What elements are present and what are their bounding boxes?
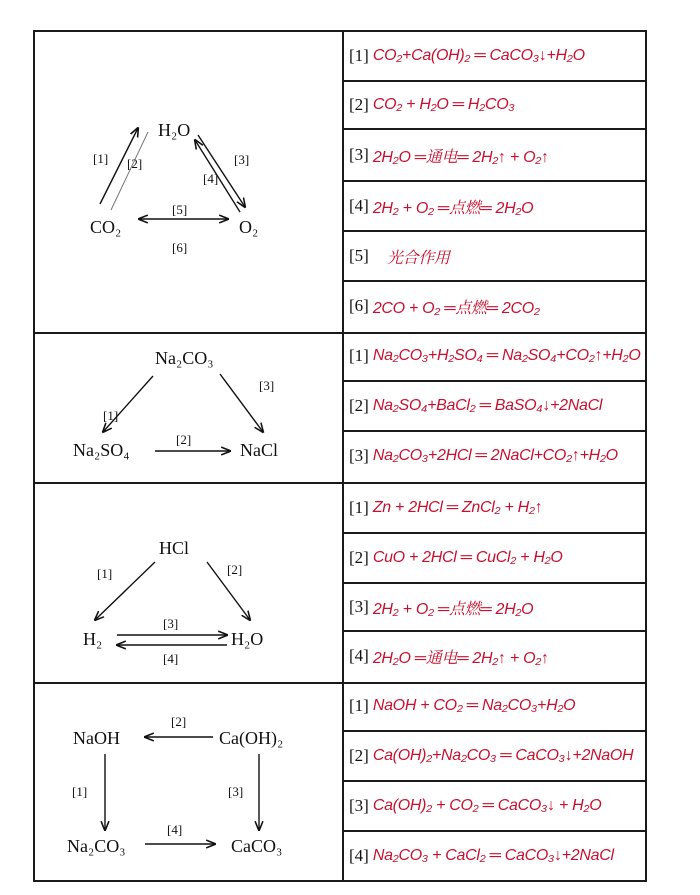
- equation-row: [349, 438, 645, 474]
- equation-number: [1]: [349, 696, 369, 715]
- diagram-water-cycle: [35, 32, 342, 332]
- equation-text: CO₂+Ca(OH)₂ ═ CaCO₃↓+H₂O: [372, 47, 585, 64]
- row-divider: [344, 80, 645, 82]
- arrow-label-3: [3]: [234, 152, 250, 167]
- equation-row: [349, 638, 645, 674]
- equation-number: [3]: [349, 597, 369, 616]
- equation-text: 2H₂ + O₂ ═点燃═ 2H₂O: [372, 600, 534, 618]
- row-divider: [344, 532, 645, 534]
- equation-row: [349, 388, 645, 424]
- equation-number: [1]: [349, 498, 369, 517]
- row-divider: [344, 582, 645, 584]
- equation-row: [349, 338, 645, 374]
- arrow-label-2: [2]: [127, 156, 143, 171]
- equation-number: [2]: [349, 396, 369, 415]
- equation-text: Na₂SO₄+BaCl₂ ═ BaSO₄↓+2NaCl: [372, 397, 603, 414]
- equation-row: [349, 540, 645, 576]
- equation-row: [349, 490, 645, 526]
- equation-number: [1]: [349, 46, 369, 65]
- row-divider: [344, 380, 645, 382]
- arrow-label-2: [2]: [176, 432, 192, 447]
- node-na2co3: Na₂CO₃: [155, 348, 214, 368]
- arrow-label-4: [4]: [163, 651, 179, 666]
- arrow-label-3: [3]: [259, 378, 275, 393]
- arrow-label-5: [5]: [172, 202, 188, 217]
- row-divider: [344, 730, 645, 732]
- equation-text: Ca(OH)₂ + CO₂ ═ CaCO₃↓ + H₂O: [372, 797, 602, 814]
- equation-number: [4]: [349, 196, 369, 215]
- node-hcl: HCl: [159, 538, 190, 558]
- equation-text: Ca(OH)₂+Na₂CO₃ ═ CaCO₃↓+2NaOH: [372, 747, 634, 764]
- diagram-hydrochloric-acid: [35, 482, 342, 682]
- equation-text: 2H₂ + O₂ ═点燃═ 2H₂O: [372, 199, 534, 217]
- node-co2: CO₂: [90, 217, 122, 237]
- equation-text: 2H₂O ═通电═ 2H₂↑ + O₂↑: [372, 649, 549, 667]
- equation-row: [349, 688, 645, 724]
- equation-row: [349, 188, 645, 224]
- node-nacl: NaCl: [240, 440, 278, 460]
- row-divider: [344, 180, 645, 182]
- node-h2o: H₂O: [231, 629, 264, 649]
- node-na2co3: Na₂CO₃: [67, 836, 126, 856]
- equation-number: [2]: [349, 746, 369, 765]
- arrow-label-1: [1]: [93, 151, 109, 166]
- equation-text: CO₂ + H₂O ═ H₂CO₃: [372, 96, 515, 113]
- equation-number: [3]: [349, 796, 369, 815]
- equation-row: [349, 788, 645, 824]
- equation-text: Na₂CO₃+H₂SO₄ ═ Na₂SO₄+CO₂↑+H₂O: [372, 347, 641, 364]
- equation-row: [349, 738, 645, 774]
- equation-text: 2H₂O ═通电═ 2H₂↑ + O₂↑: [372, 148, 549, 166]
- equation-number: [2]: [349, 548, 369, 567]
- node-naoh: NaOH: [73, 728, 120, 748]
- row-divider: [344, 430, 645, 432]
- worksheet-table: [33, 30, 647, 882]
- equation-number: [4]: [349, 846, 369, 865]
- equation-text: Na₂CO₃+2HCl ═ 2NaCl+CO₂↑+H₂O: [372, 447, 618, 464]
- row-divider: [344, 630, 645, 632]
- diagram-sodium-hydroxide: [35, 682, 342, 884]
- node-h2o: H₂O: [158, 120, 191, 140]
- node-caco3: CaCO₃: [231, 836, 283, 856]
- arrow-label-2: [2]: [227, 562, 243, 577]
- arrow-label-1: [1]: [103, 408, 119, 423]
- column-divider: [342, 32, 344, 880]
- arrow-label-4: [4]: [167, 822, 183, 837]
- node-h2: H₂: [83, 629, 103, 649]
- equation-number: [4]: [349, 646, 369, 665]
- node-caoh2: Ca(OH)₂: [219, 728, 284, 748]
- equation-text: NaOH + CO₂ ═ Na₂CO₃+H₂O: [372, 697, 576, 714]
- equation-row: [349, 838, 645, 874]
- equation-number: [3]: [349, 446, 369, 465]
- diagram-sodium-carbonate: [35, 332, 342, 482]
- equation-text: CuO + 2HCl ═ CuCl₂ + H₂O: [372, 549, 563, 566]
- equation-number: [6]: [349, 296, 369, 315]
- equation-row: [349, 589, 645, 625]
- arrow-label-1: [1]: [97, 566, 113, 581]
- equation-number: [3]: [349, 145, 369, 164]
- equation-row: [349, 288, 645, 324]
- arrow-label-4: [4]: [203, 171, 219, 186]
- row-divider: [344, 830, 645, 832]
- row-divider: [344, 230, 645, 232]
- equation-number: [2]: [349, 95, 369, 114]
- row-divider: [344, 780, 645, 782]
- equation-number: [5]: [349, 246, 369, 265]
- arrow-label-6: [6]: [172, 240, 188, 255]
- arrow-label-3: [3]: [163, 616, 179, 631]
- equation-row: [349, 38, 645, 74]
- node-na2so4: Na₂SO₄: [73, 440, 130, 460]
- equation-text: Zn + 2HCl ═ ZnCl₂ + H₂↑: [372, 499, 543, 516]
- node-o2: O₂: [239, 217, 259, 237]
- arrow-label-3: [3]: [228, 784, 244, 799]
- arrow-label-2: [2]: [171, 714, 187, 729]
- equation-text: Na₂CO₃ + CaCl₂ ═ CaCO₃↓+2NaCl: [372, 847, 614, 864]
- equation-row: [349, 87, 645, 123]
- equation-number: [1]: [349, 346, 369, 365]
- equation-text: 光合作用: [386, 249, 450, 267]
- row-divider: [344, 128, 645, 130]
- equation-row: [349, 238, 645, 274]
- row-divider: [344, 280, 645, 282]
- equation-text: 2CO + O₂ ═点燃═ 2CO₂: [372, 299, 540, 317]
- equation-row: [349, 137, 645, 173]
- arrow-label-1: [1]: [72, 784, 88, 799]
